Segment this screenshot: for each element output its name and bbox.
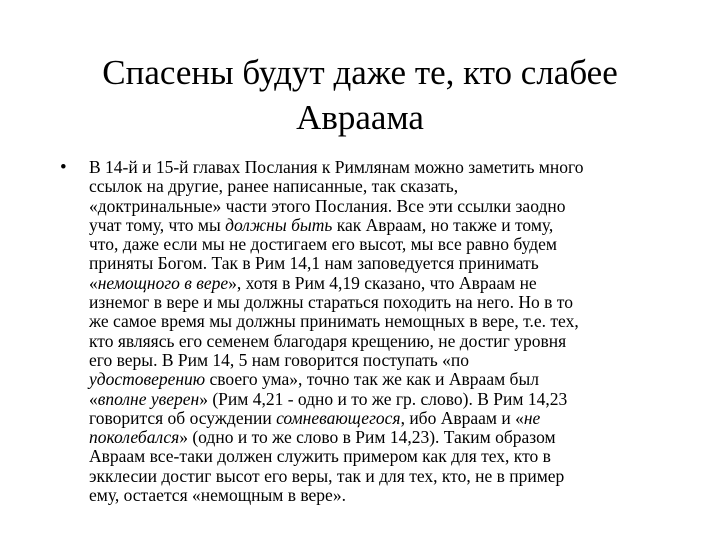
text-run: кто являясь его семенем благодаря крещению, не достиг уровня <box>89 330 567 351</box>
body-line <box>89 158 679 177</box>
body-line <box>89 467 679 486</box>
bullet-icon: • <box>60 157 67 178</box>
text-run: , ибо Авраам и « <box>400 407 524 428</box>
text-run: изнемог в вере и мы должны стараться походить на него. Но в то <box>89 292 573 313</box>
text-run: «доктринальные» части этого Послания. Все эти ссылки заодно <box>89 195 566 216</box>
body-line <box>89 177 679 196</box>
text-run: », хотя в Рим 4,19 сказано, что Авраам не <box>228 272 537 293</box>
body-line <box>89 235 679 254</box>
italic-run: вполне уверен <box>97 388 200 409</box>
italic-run: должны быть <box>225 214 333 235</box>
body-line <box>89 312 679 331</box>
body-line <box>89 254 679 273</box>
body-line <box>89 409 679 428</box>
body-line <box>89 351 679 370</box>
text-run: ссылок на другие, ранее написанные, так сказать, <box>89 176 459 197</box>
text-run: Авраам все-таки должен служить примером как для тех, кто в <box>89 446 551 467</box>
body-line <box>89 390 679 409</box>
text-run: » (Рим 4,21 - одно и то же гр. слово). В Рим 14,23 <box>199 388 568 409</box>
body-text <box>89 158 679 505</box>
italic-run: немощного в вере <box>97 272 229 293</box>
text-run: « <box>89 388 98 409</box>
body-line <box>89 370 679 389</box>
italic-run: сомневающегося <box>276 407 401 428</box>
italic-run: удостоверению <box>89 369 206 390</box>
body-line <box>89 447 679 466</box>
text-run: своего ума», точно так же как и Авраам был <box>205 369 539 390</box>
slide-title <box>60 50 660 140</box>
body-line <box>89 486 679 505</box>
text-run: что, даже если мы не достигаем его высот, мы все равно будем <box>89 234 557 255</box>
text-run: его веры. В Рим 14, 5 нам говорится поступать «по <box>89 349 469 370</box>
body-line <box>89 332 679 351</box>
text-run: В 14-й и 15-й главах Послания к Римлянам можно заметить много <box>89 157 584 177</box>
text-run: учат тому, что мы <box>89 214 226 235</box>
text-run: же самое время мы должны принимать немощных в вере, т.е. тех, <box>89 311 579 332</box>
text-run: как Авраам, но также и тому, <box>332 214 554 235</box>
body-line <box>89 293 679 312</box>
text-run: приняты Богом. Так в Рим 14,1 нам заповедуется принимать <box>89 253 539 274</box>
body-line <box>89 197 679 216</box>
body-line <box>89 428 679 447</box>
text-run: экклесии достиг высот его веры, так и для тех, кто, не в пример <box>89 465 565 486</box>
text-run: » (одно и то же слово в Рим 14,23). Таким образом <box>179 427 556 448</box>
italic-run: не <box>523 407 541 428</box>
slide-title-line-1: Спасены будут даже те, кто слабее <box>102 53 618 92</box>
italic-run: поколебался <box>89 427 180 448</box>
slide-title-line-2: Авраама <box>296 98 424 137</box>
body-line <box>89 216 679 235</box>
body-line <box>89 274 679 293</box>
text-run: говорится об осуждении <box>89 407 277 428</box>
text-run: ему, остается «немощным в вере». <box>89 485 346 506</box>
text-run: « <box>89 272 98 293</box>
